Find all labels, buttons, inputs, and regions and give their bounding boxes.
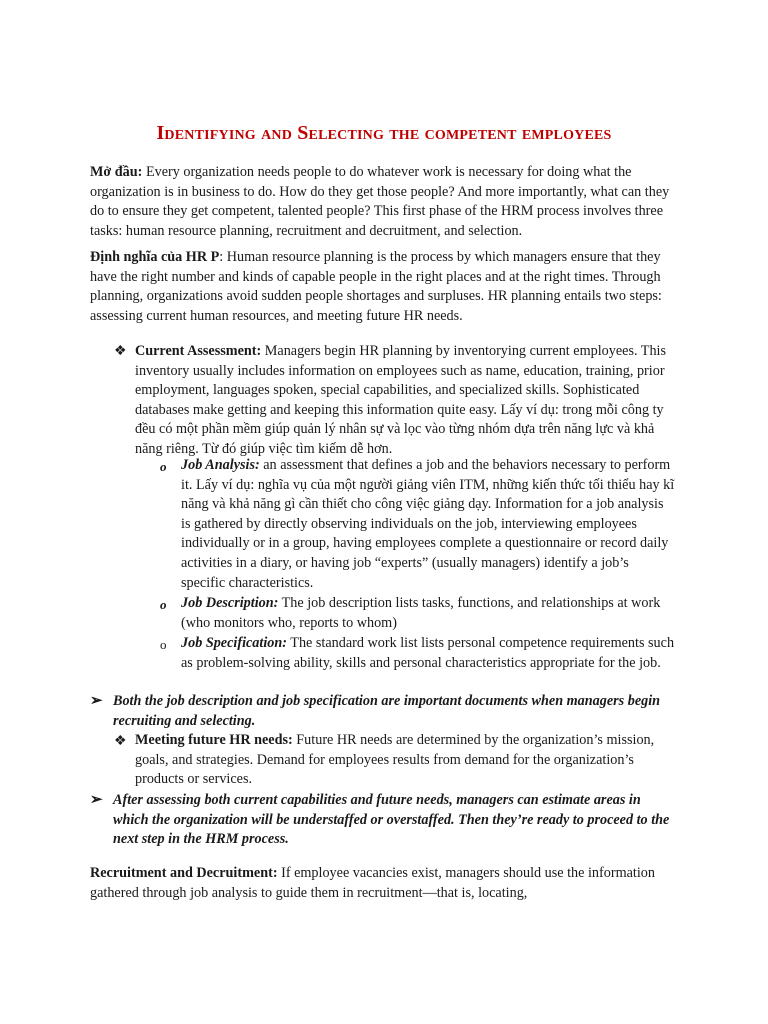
- future-needs-text: Future HR needs are determined by the organization’s mission, goals, and strategies. Demand for employees results from demand for the organization’s products or services.: [135, 732, 655, 788]
- diamond-bullet-icon: ❖: [114, 734, 127, 749]
- intro-label: Mở đầu:: [90, 164, 143, 180]
- future-needs-label: Meeting future HR needs:: [135, 732, 293, 748]
- definition-paragraph: [90, 248, 680, 326]
- recruitment-text: If employee vacancies exist, managers should use the information gathered through job analysis to guide them in recruitment—that is, locating,: [90, 865, 655, 901]
- intro-text: Every organization needs people to do whatever work is necessary for doing what the organization is in business to do. How do they get those people? And more importantly, what can they do to ensure they get competent, talented people? This first phase of the HRM process involves three tasks: human resource planning, recruitment and decruitment, and selection.: [90, 164, 670, 239]
- definition-text: : Human resource planning is the process by which managers ensure that they have the right number and kinds of capable people in the right places and at the right times. Through planning, organizations avoid sudden people shortages and surpluses. HR planning entails two steps: assessing current human resources, and meeting future HR needs.: [90, 249, 662, 324]
- job-specification-item: [181, 634, 675, 673]
- note-after-assessing: After assessing both current capabilities and future needs, managers can estimate areas in which the organization will be understaffed or overstaffed. Then they’re ready to proceed to the next step in the HRM process.: [113, 792, 670, 848]
- diamond-bullet-icon: ❖: [114, 344, 127, 359]
- job-description-item: [181, 594, 675, 633]
- job-description-text: The job description lists tasks, functions, and relationships at work (who monitors who, reports to whom): [181, 595, 661, 631]
- definition-label: Định nghĩa của HR P: [90, 249, 220, 265]
- page-title: Identifying and Selecting the competent employees: [156, 122, 612, 144]
- arrow-bullet-icon: ➢: [90, 792, 103, 808]
- circle-bullet-icon: o: [160, 637, 167, 652]
- intro-paragraph: [90, 163, 680, 241]
- job-analysis-text: an assessment that defines a job and the behaviors necessary to perform it. Lấy ví dụ: nghĩa vụ của một người giảng viên ITM, những kiến thức tối thiểu hay kĩ năng và khả năng gì cần thiết cho công việc giảng dạy. Information for a job analysis is gathered by directly observing individuals on the job, interviewing employees individually or in a group, having employees complete a questionnaire or record daily activities in a diary, or having job “experts” (usually managers) identify a job’s specific characteristics.: [181, 457, 675, 591]
- job-description-label: Job Description:: [181, 595, 279, 611]
- note-job-documents: Both the job description and job specification are important documents when managers begin recruiting and selecting.: [113, 693, 661, 729]
- job-analysis-label: Job Analysis:: [181, 457, 260, 473]
- future-needs-item: [135, 731, 673, 790]
- current-assessment-text: Managers begin HR planning by inventorying current employees. This inventory usually includes information on employees such as name, education, training, prior employment, languages spoken, special capabilities, and specialized skills. Sophisticated databases make getting and keeping this information quite easy. Lấy ví dụ: trong mỗi công ty đều có một phần mềm giúp quản lý nhân sự và lọc vào từng nhóm dựa trên năng lực và khả năng riêng. Từ đó giúp việc tìm kiếm dễ hơn.: [135, 343, 667, 457]
- circle-bullet-icon: o: [160, 597, 167, 612]
- circle-bullet-icon: o: [160, 459, 167, 474]
- recruitment-paragraph: [90, 864, 680, 903]
- job-specification-text: The standard work list lists personal competence requirements such as problem-solving ability, skills and personal characteristics appropriate for the job.: [181, 635, 675, 671]
- job-specification-label: Job Specification:: [181, 635, 287, 651]
- recruitment-label: Recruitment and Decruitment:: [90, 865, 278, 881]
- arrow-bullet-icon: ➢: [90, 693, 103, 709]
- current-assessment-label: Current Assessment:: [135, 343, 262, 359]
- job-analysis-item: [181, 456, 675, 593]
- current-assessment-item: [135, 342, 673, 460]
